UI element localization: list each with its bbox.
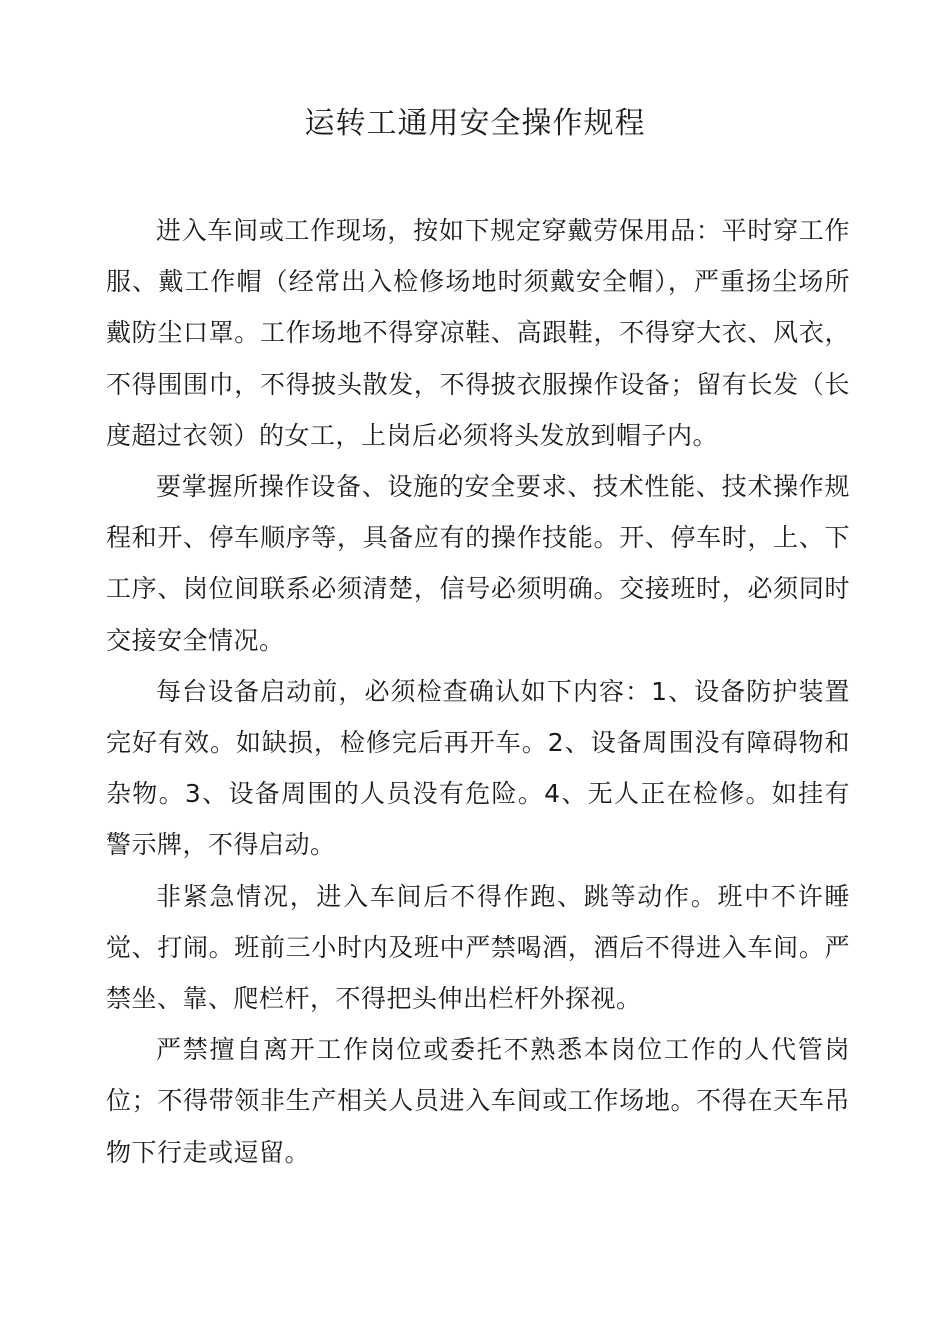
paragraph-post-duties: 严禁擅自离开工作岗位或委托不熟悉本岗位工作的人代管岗位；不得带领非生产相关人员进入车间或工作场地。不得在天车吊物下行走或逗留。 (106, 1035, 850, 1167)
paragraph-protective-equipment: 进入车间或工作现场，按如下规定穿戴劳保用品：平时穿工作服、戴工作帽（经常出入检修场地时须戴安全帽），严重扬尘场所戴防尘口罩。工作场地不得穿凉鞋、高跟鞋，不得穿大衣、风衣，不得围围巾，不得披头散发，不得披衣服操作设备；留有长发（长度超过衣领）的女工，上岗后必须将头发放到帽子内。 (106, 216, 850, 450)
paragraph-operating-skills: 要掌握所操作设备、设施的安全要求、技术性能、技术操作规程和开、停车顺序等，具备应有的操作技能。开、停车时，上、下工序、岗位间联系必须清楚，信号必须明确。交接班时，必须同时交接安全情况。 (106, 472, 850, 655)
document-body (106, 205, 850, 1178)
document-title: 运转工通用安全操作规程 (304, 106, 646, 141)
paragraph-workshop-conduct: 非紧急情况，进入车间后不得作跑、跳等动作。班中不许睡觉、打闹。班前三小时内及班中严禁喝酒，酒后不得进入车间。严禁坐、靠、爬栏杆，不得把头伸出栏杆外探视。 (106, 881, 850, 1014)
paragraph-startup-checks: 每台设备启动前，必须检查确认如下内容：1、设备防护装置完好有效。如缺损，检修完后再开车。2、设备周围没有障碍物和杂物。3、设备周围的人员没有危险。4、无人正在检修。如挂有警示牌，不得启动。 (106, 676, 850, 860)
